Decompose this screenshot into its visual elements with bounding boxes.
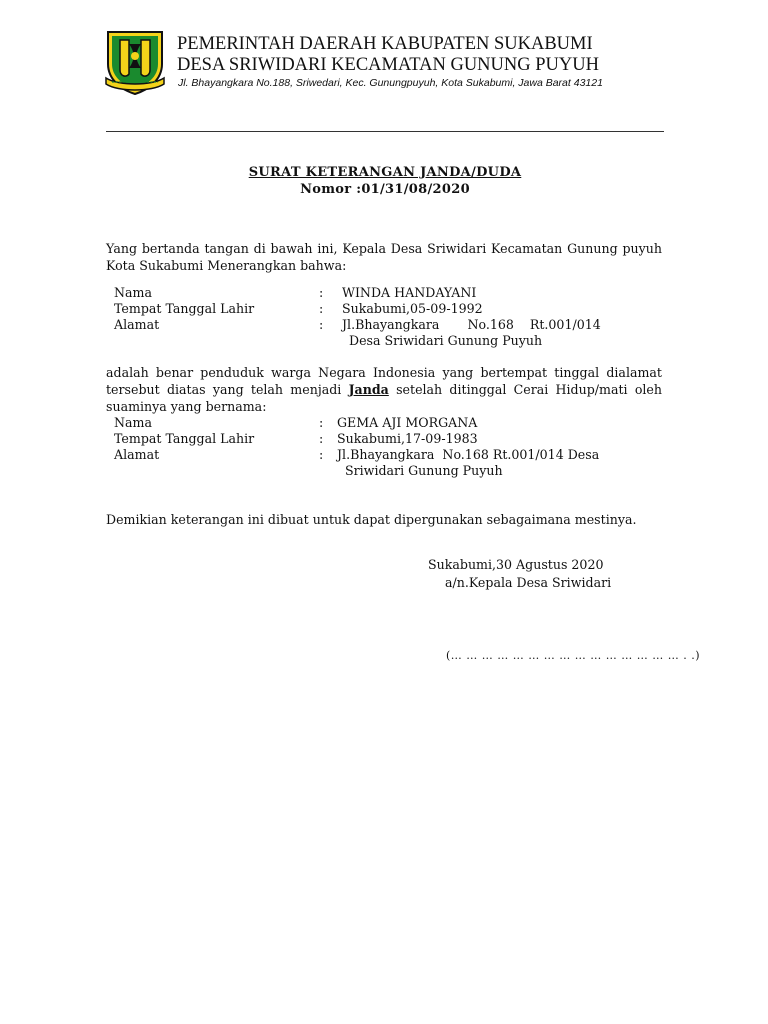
letterhead-address: Jl. Bhayangkara No.188, Sriwedari, Kec. Gunungpuyuh, Kota Sukabumi, Jawa Barat 43121 <box>178 77 603 89</box>
header-divider <box>106 131 664 132</box>
signature-place-date: Sukabumi,30 Agustus 2020 <box>428 557 604 572</box>
colon: : <box>319 447 324 462</box>
status-paragraph-after: setelah ditinggal Cerai Hidup/mati oleh suaminya yang bernama: <box>106 382 662 414</box>
spouse-name-label: Nama <box>114 415 152 430</box>
colon: : <box>319 285 324 300</box>
subject-address-line2: Desa Sriwidari Gunung Puyuh <box>349 333 543 348</box>
letterhead-village: DESA SRIWIDARI KECAMATAN GUNUNG PUYUH <box>177 55 599 75</box>
colon: : <box>319 301 324 316</box>
status-paragraph-before: adalah benar penduduk warga Negara Indonesia yang bertempat tinggal dialamat tersebut diatas yang telah menjadi <box>106 365 662 397</box>
signature-role: a/n.Kepala Desa Sriwidari <box>445 575 612 590</box>
spouse-address-line2: Sriwidari Gunung Puyuh <box>345 463 503 478</box>
letterhead-government: PEMERINTAH DAERAH KABUPATEN SUKABUMI <box>177 34 593 54</box>
subject-address-line1: Jl.Bhayangkara No.168 Rt.001/014 <box>342 317 601 332</box>
status-word: Janda <box>348 382 389 397</box>
kabupaten-emblem-icon <box>102 30 168 96</box>
subject-birth-value: Sukabumi,05-09-1992 <box>342 301 483 316</box>
closing-paragraph: Demikian keterangan ini dibuat untuk dapat dipergunakan sebagaimana mestinya. <box>106 512 637 527</box>
spouse-name-value: GEMA AJI MORGANA <box>337 415 478 430</box>
document-number: Nomor :01/31/08/2020 <box>300 182 470 197</box>
colon: : <box>319 415 324 430</box>
spouse-address-line1: Jl.Bhayangkara No.168 Rt.001/014 Desa <box>337 447 600 462</box>
status-paragraph <box>106 364 662 415</box>
colon: : <box>319 317 324 332</box>
spouse-birth-label: Tempat Tanggal Lahir <box>114 431 255 446</box>
document-title: SURAT KETERANGAN JANDA/DUDA <box>248 165 522 180</box>
subject-name-value: WINDA HANDAYANI <box>342 285 477 300</box>
intro-paragraph: Yang bertanda tangan di bawah ini, Kepala Desa Sriwidari Kecamatan Gunung puyuh Kota Sukabumi Menerangkan bahwa: <box>106 241 662 273</box>
spouse-birth-value: Sukabumi,17-09-1983 <box>337 431 478 446</box>
subject-birth-label: Tempat Tanggal Lahir <box>114 301 255 316</box>
subject-address-label: Alamat <box>114 317 160 332</box>
colon: : <box>319 431 324 446</box>
spouse-address-label: Alamat <box>114 447 160 462</box>
subject-name-label: Nama <box>114 285 152 300</box>
signature-name-placeholder: (… … … … … … … … … … … … … … … . .) <box>446 649 701 662</box>
